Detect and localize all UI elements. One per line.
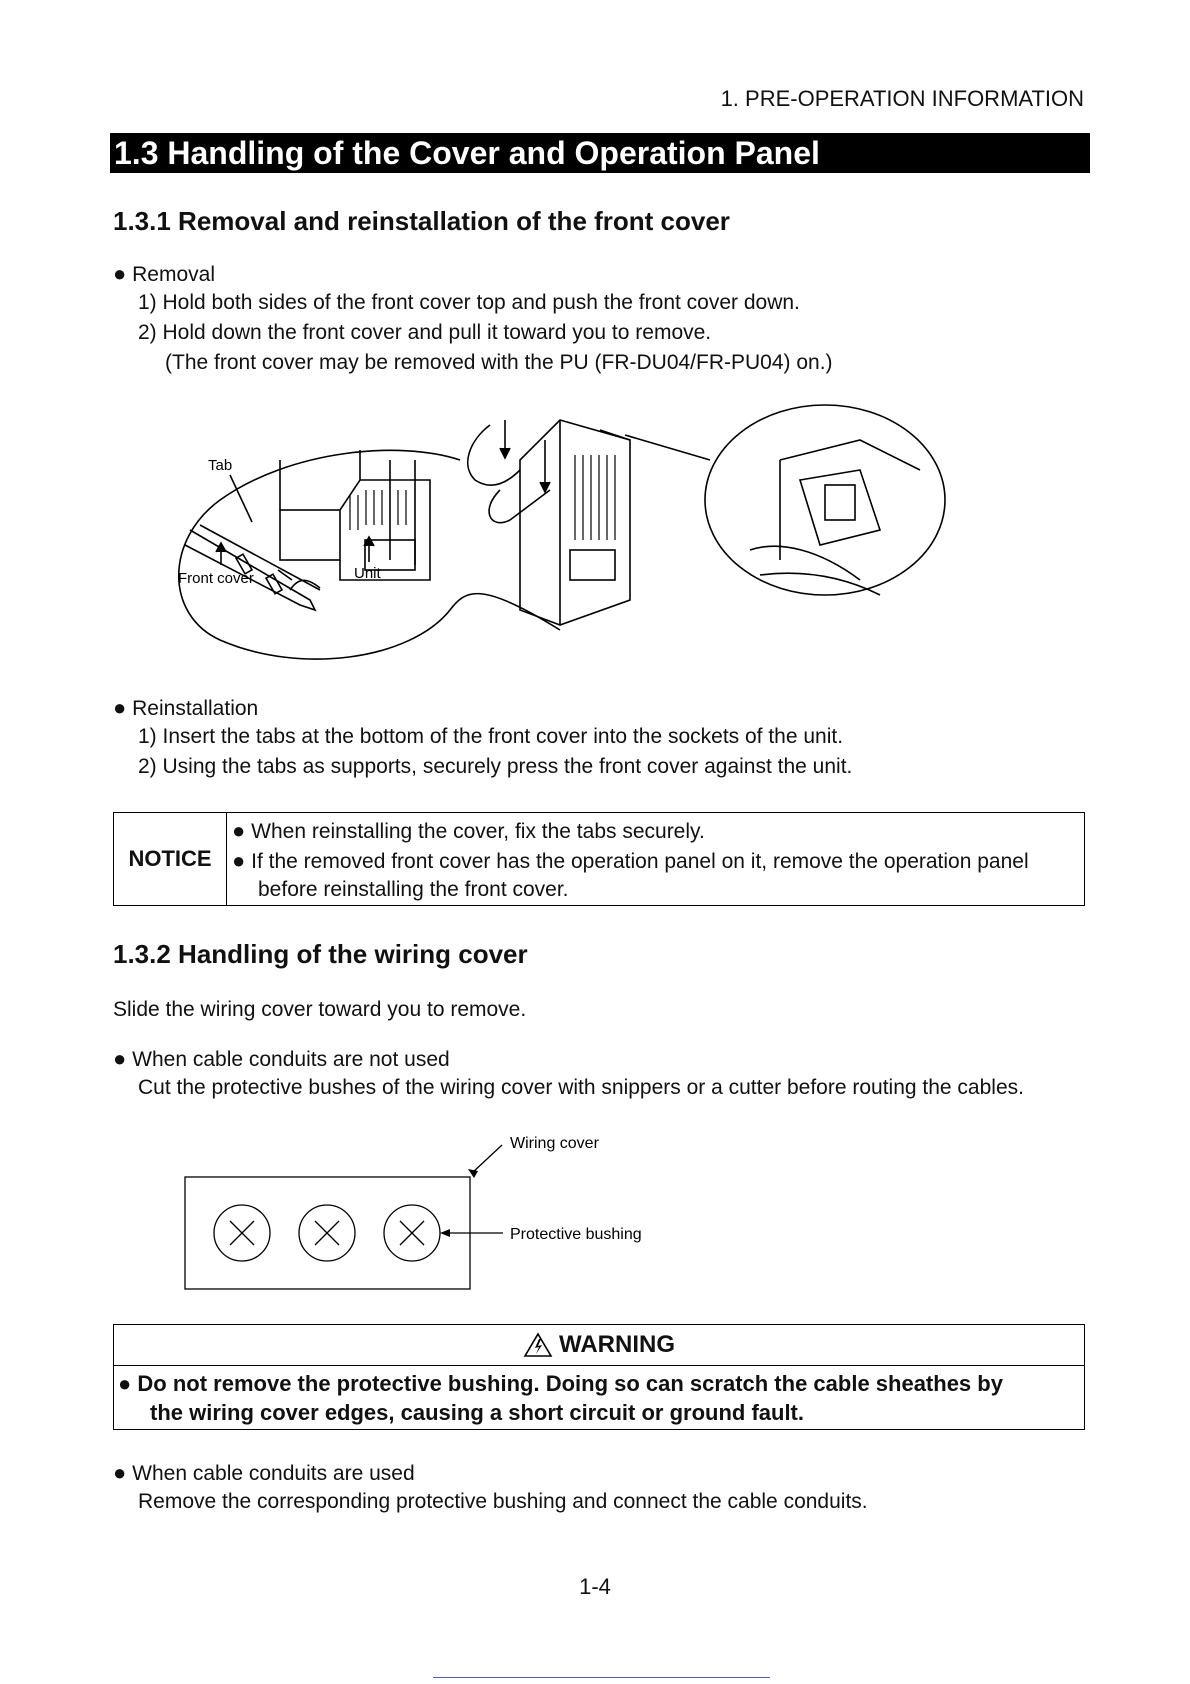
- figure-label-wiring-cover: Wiring cover: [510, 1135, 599, 1152]
- unit-body-outline: [280, 510, 340, 560]
- hand-detail: [750, 546, 880, 595]
- bullet-icon: ●: [232, 818, 246, 843]
- page-number: 1-4: [579, 1574, 611, 1599]
- bullet-icon: ●: [232, 848, 246, 873]
- notice-line-1: ● When reinstalling the cover, fix the tabs securely.: [232, 818, 705, 843]
- protective-bushing-1: [214, 1205, 270, 1261]
- removal-note: (The front cover may be removed with the PU (FR-DU04/FR-PU04) on.): [165, 351, 833, 374]
- warning-line-1: ● Do not remove the protective bushing. Doing so can scratch the cable sheathes by: [118, 1371, 1003, 1396]
- protective-bushing-3: [384, 1205, 440, 1261]
- reinstall-step-1: 1) Insert the tabs at the bottom of the front cover into the sockets of the unit.: [138, 725, 844, 748]
- used-label: When cable conduits are used: [132, 1462, 415, 1485]
- bullet-icon: ●: [113, 1046, 127, 1071]
- bullet-icon: ●: [113, 261, 127, 286]
- warning-box: [113, 1324, 1085, 1430]
- warning-title: WARNING: [559, 1331, 675, 1358]
- not-used-label: When cable conduits are not used: [132, 1048, 450, 1071]
- removal-label: Removal: [132, 263, 216, 286]
- removal-step-2: 2) Hold down the front cover and pull it toward you to remove.: [138, 321, 712, 344]
- warning-triangle-icon: [523, 1332, 553, 1358]
- removal-step-1: 1) Hold both sides of the front cover top and push the front cover down.: [138, 291, 800, 314]
- not-used-text: Cut the protective bushes of the wiring cover with snippers or a cutter before routing the cables.: [138, 1076, 1024, 1099]
- bullet-icon: ●: [118, 1371, 132, 1396]
- bullet-icon: ●: [113, 1460, 127, 1485]
- notice-line-2-cont: before reinstalling the front cover.: [258, 878, 569, 901]
- footer-rule: [433, 1677, 770, 1678]
- wiring-cover-figure: [180, 1125, 680, 1295]
- wiring-intro: Slide the wiring cover toward you to remove.: [113, 998, 527, 1021]
- subsection-title-wiring-cover: 1.3.2 Handling of the wiring cover: [113, 939, 528, 969]
- figure-label-protective-bushing: Protective bushing: [510, 1226, 642, 1243]
- figure-label-front-cover: Front cover: [178, 570, 254, 587]
- used-heading: [113, 1460, 415, 1486]
- removal-heading: [113, 261, 215, 287]
- warning-line-2: the wiring cover edges, causing a short circuit or ground fault.: [150, 1400, 804, 1425]
- notice-label: NOTICE: [114, 813, 227, 905]
- reinstall-step-2: 2) Using the tabs as supports, securely press the front cover against the unit.: [138, 755, 853, 778]
- subsection-title-front-cover: 1.3.1 Removal and reinstallation of the front cover: [113, 206, 730, 236]
- not-used-heading: [113, 1046, 450, 1072]
- bullet-icon: ●: [113, 695, 127, 720]
- chapter-header: 1. PRE-OPERATION INFORMATION: [720, 86, 1084, 111]
- reinstall-heading: [113, 695, 258, 721]
- figure-label-unit: Unit: [354, 565, 381, 582]
- figure-label-tab: Tab: [208, 457, 233, 474]
- notice-box: [113, 812, 1085, 906]
- warning-header: [114, 1325, 1084, 1366]
- front-cover-removal-figure: [160, 400, 1040, 670]
- reinstall-label: Reinstallation: [132, 697, 259, 720]
- used-text: Remove the corresponding protective bushing and connect the cable conduits.: [138, 1490, 868, 1513]
- protective-bushing-2: [299, 1205, 355, 1261]
- hand-left: [468, 425, 520, 485]
- section-title: 1.3 Handling of the Cover and Operation Panel: [110, 133, 1090, 173]
- notice-line-2: ● If the removed front cover has the operation panel on it, remove the operation panel: [232, 848, 1029, 873]
